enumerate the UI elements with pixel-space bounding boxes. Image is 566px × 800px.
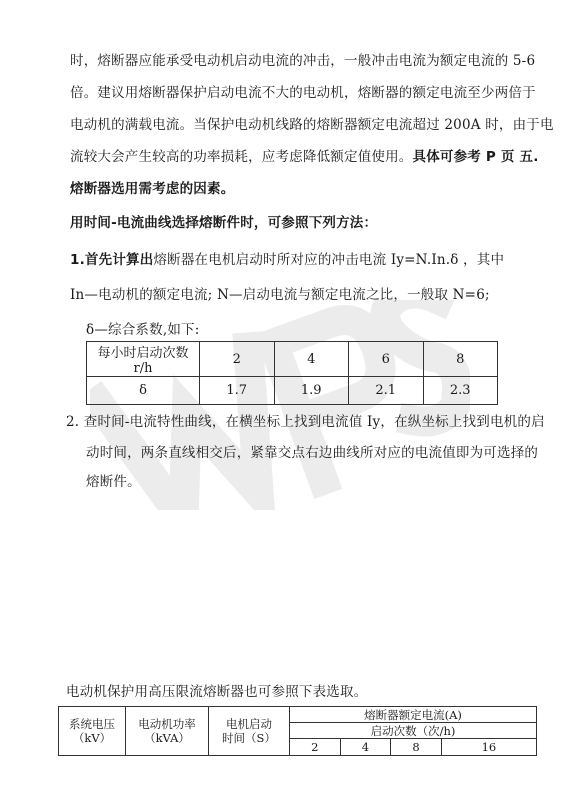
header-text: 系统电压 <box>69 717 115 731</box>
table-cell: 2 <box>200 342 275 377</box>
header-text: 时间（S） <box>222 731 276 745</box>
step-2-text: 熔断件。 <box>86 474 141 490</box>
header-text: 电机启动 <box>226 717 272 731</box>
step-1-text: 熔断器在电机启动时所对应的冲击电流 Iy=N.In.δ ，其中 <box>153 252 505 268</box>
table-cell: 8 <box>391 739 442 756</box>
table-cell: 2.3 <box>423 377 498 405</box>
step-2: 2. 查时间-电流特性曲线，在横坐标上找到电流值 Iy，在纵坐标上找到电机的启 <box>66 414 545 430</box>
delta-table <box>86 341 498 405</box>
table-row <box>87 377 498 405</box>
step-2-text: 动时间，两条直线相交后，紧靠交点右边曲线所对应的电流值即为可选择的 <box>86 445 539 461</box>
table-cell: δ <box>87 377 200 405</box>
table-cell: 8 <box>423 342 498 377</box>
table-group-header: 熔断器额定电流(A) <box>290 707 537 723</box>
step-1 <box>70 248 504 268</box>
table-sub-header: 启动次数（次/h) <box>290 723 537 739</box>
table-cell: 1.7 <box>200 377 275 405</box>
table-cell: 4 <box>340 739 391 756</box>
header-text: 电动机功率 <box>138 717 196 731</box>
table-cell: 4 <box>274 342 349 377</box>
table-cell: 2.1 <box>349 377 424 405</box>
table-row <box>87 342 498 377</box>
table-cell: 每小时启动次数 r/h <box>87 342 200 377</box>
table-header-cell <box>59 707 126 756</box>
table-header-cell <box>126 707 209 756</box>
header-text: （kVA） <box>144 731 190 745</box>
table-cell: 6 <box>349 342 424 377</box>
step-1-definition: In—电动机的额定电流; N—启动电流与额定电流之比，一般取 N=6; <box>70 287 490 303</box>
paragraph-line: 倍。建议用熔断器保护启动电流不大的电动机，熔断器的额定电流至少两倍于 <box>70 85 536 101</box>
table2-intro: 电动机保护用高压限流熔断器也可参照下表选取。 <box>66 684 368 700</box>
header-text: （kV） <box>72 731 112 745</box>
table-header-cell <box>209 707 290 756</box>
paragraph-text: 流较大会产生较高的功率损耗，应考虑降低额定值使用。 <box>70 149 413 165</box>
table-cell: 1.9 <box>274 377 349 405</box>
table-cell: 16 <box>441 739 536 756</box>
paragraph-line: 时，熔断器应能承受电动机启动电流的冲击，一般冲击电流为额定电流的 5-6 <box>70 53 536 69</box>
reference-note: 具体可参考 P 页 五. <box>412 149 539 165</box>
step-1-lead: 1.首先计算出 <box>70 252 154 268</box>
step-1-delta-label: δ—综合系数,如下: <box>86 322 200 338</box>
method-heading: 用时间-电流曲线选择熔断件时，可参照下列方法： <box>70 215 378 231</box>
fuse-selection-table <box>58 706 537 756</box>
table-row <box>59 707 537 723</box>
paragraph-line <box>70 145 539 165</box>
reference-note: 熔断器选用需考虑的因素。 <box>70 181 235 197</box>
table-cell: 2 <box>290 739 341 756</box>
paragraph-line: 电动机的满载电流。当保护电动机线路的熔断器额定电流超过 200A 时，由于电 <box>70 117 554 133</box>
